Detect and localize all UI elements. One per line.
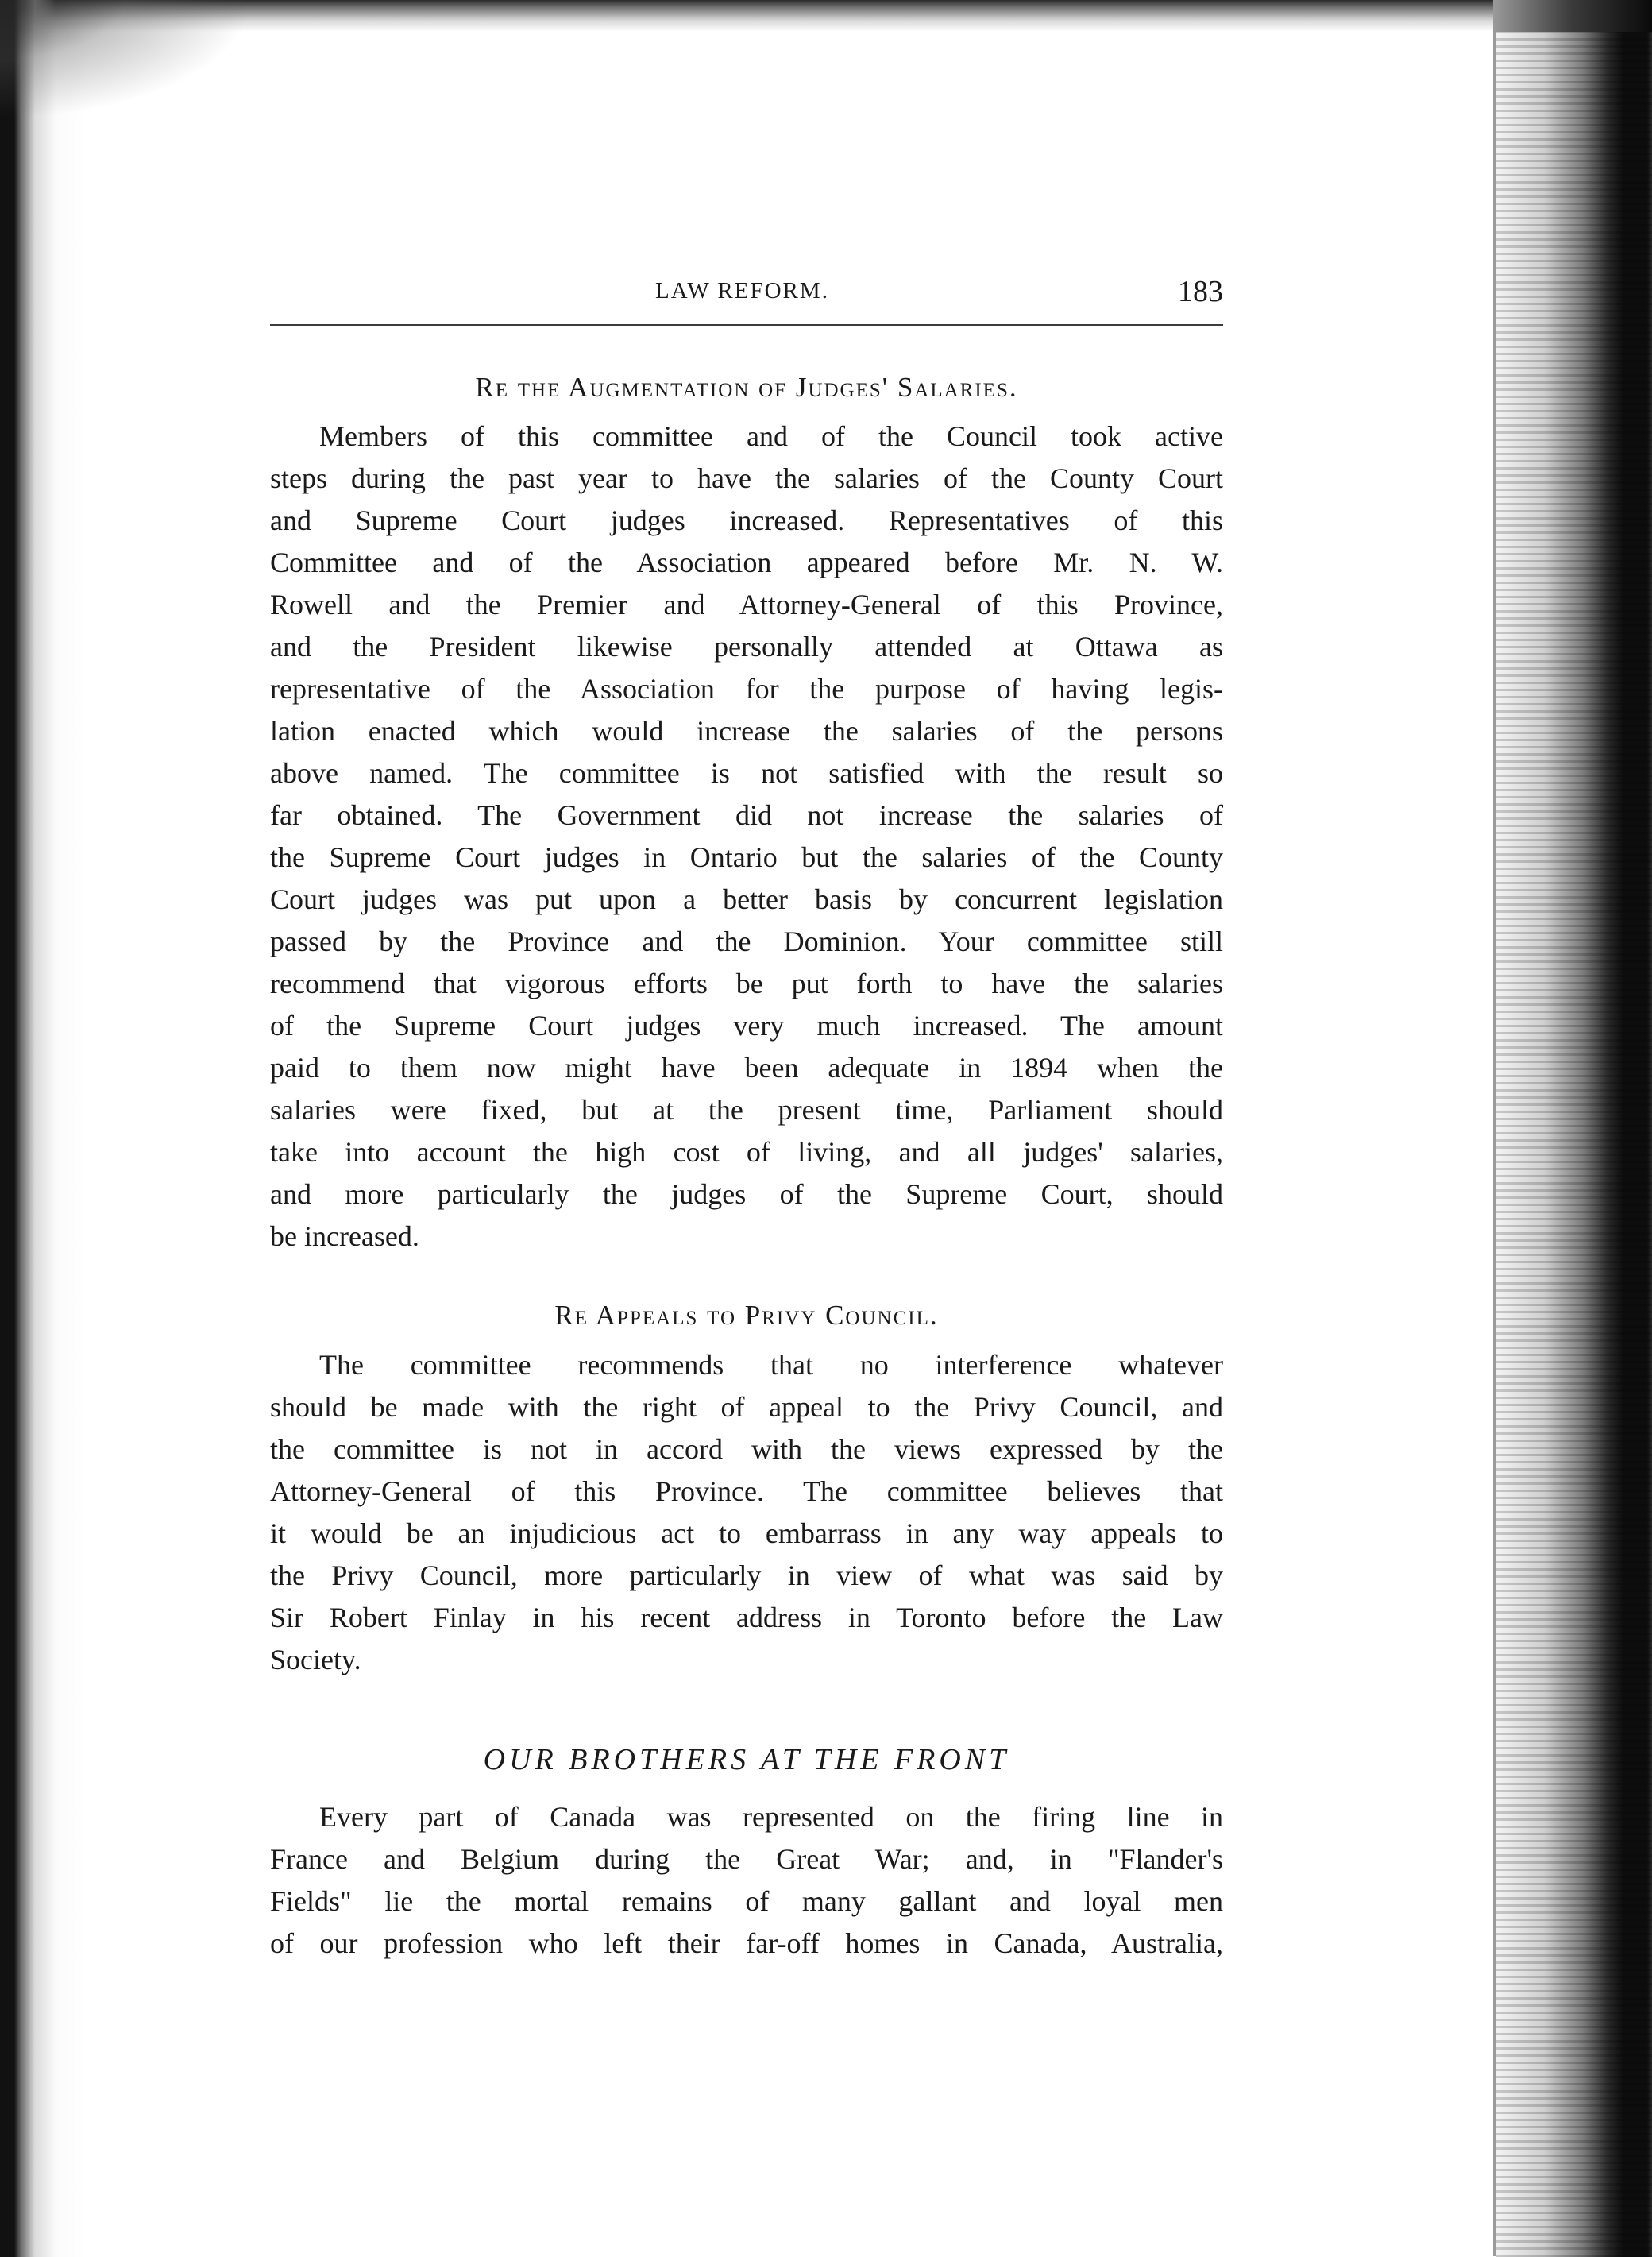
text-line: the Privy Council, more particularly in view of what was said by: [270, 1559, 1223, 1591]
text-line: Every part of Canada was represented on the firing line in: [319, 1801, 1223, 1833]
text-line: recommend that vigorous efforts be put forth to have the salaries: [270, 968, 1223, 999]
text-line: Attorney-General of this Province. The committee believes that: [270, 1475, 1223, 1507]
book-binding-right-top: [1493, 0, 1652, 32]
running-title: LAW REFORM.: [655, 278, 829, 303]
text-line: above named. The committee is not satisfied with the result so: [270, 757, 1223, 789]
text-line: The committee recommends that no interference whatever: [319, 1349, 1223, 1381]
text-line: lation enacted which would increase the salaries of the persons: [270, 715, 1223, 747]
text-line: Society.: [270, 1644, 361, 1675]
text-line: paid to them now might have been adequate in 1894 when the: [270, 1052, 1223, 1084]
section-heading-brothers-at-front: OUR BROTHERS AT THE FRONT: [483, 1743, 1010, 1776]
text-line: representative of the Association for the purpose of having legis-: [270, 673, 1223, 705]
text-line: Sir Robert Finlay in his recent address in Toronto before the Law: [270, 1602, 1223, 1633]
text-line: of our profession who left their far-off homes in Canada, Australia,: [270, 1927, 1223, 1959]
text-line: passed by the Province and the Dominion. Your committee still: [270, 926, 1223, 957]
text-line: of the Supreme Court judges very much increased. The amount: [270, 1010, 1223, 1042]
text-line: far obtained. The Government did not increase the salaries of: [270, 799, 1223, 831]
text-line: take into account the high cost of living, and all judges' salaries,: [270, 1136, 1223, 1168]
header-rule: [270, 324, 1223, 326]
text-line: Committee and of the Association appeared before Mr. N. W.: [270, 547, 1223, 578]
text-line: it would be an injudicious act to embarrass in any way appeals to: [270, 1517, 1223, 1549]
text-line: the committee is not in accord with the views expressed by the: [270, 1433, 1223, 1465]
scan-shadow-top-left: [0, 0, 254, 119]
text-line: and more particularly the judges of the Supreme Court, should: [270, 1178, 1223, 1210]
paragraph-judges-salaries: [270, 415, 1223, 1258]
text-line: Court judges was put upon a better basis by concurrent legislation: [270, 883, 1223, 915]
text-line: steps during the past year to have the salaries of the County Court: [270, 462, 1223, 494]
paragraph-brothers-at-front: [270, 1796, 1223, 1965]
text-line: Rowell and the Premier and Attorney-General of this Province,: [270, 589, 1223, 620]
section-heading-privy-council: Re Appeals to Privy Council.: [554, 1300, 939, 1331]
text-line: be increased.: [270, 1220, 419, 1252]
text-line: Fields" lie the mortal remains of many gallant and loyal men: [270, 1885, 1223, 1917]
text-line: should be made with the right of appeal to the Privy Council, and: [270, 1391, 1223, 1423]
text-line: Members of this committee and of the Council took active: [319, 420, 1223, 452]
page-number: 183: [1178, 275, 1223, 308]
book-binding-left: [0, 0, 56, 2257]
section-heading-judges-salaries: Re the Augmentation of Judges' Salaries.: [475, 372, 1018, 403]
text-line: France and Belgium during the Great War; and, in "Flander's: [270, 1843, 1223, 1875]
text-line: the Supreme Court judges in Ontario but the salaries of the County: [270, 841, 1223, 873]
paragraph-privy-council: [270, 1344, 1223, 1681]
text-line: salaries were fixed, but at the present time, Parliament should: [270, 1094, 1223, 1126]
text-line: and Supreme Court judges increased. Representatives of this: [270, 504, 1223, 536]
book-binding-right: [1496, 32, 1652, 2257]
page-header: [270, 274, 1223, 314]
text-line: and the President likewise personally attended at Ottawa as: [270, 631, 1223, 663]
